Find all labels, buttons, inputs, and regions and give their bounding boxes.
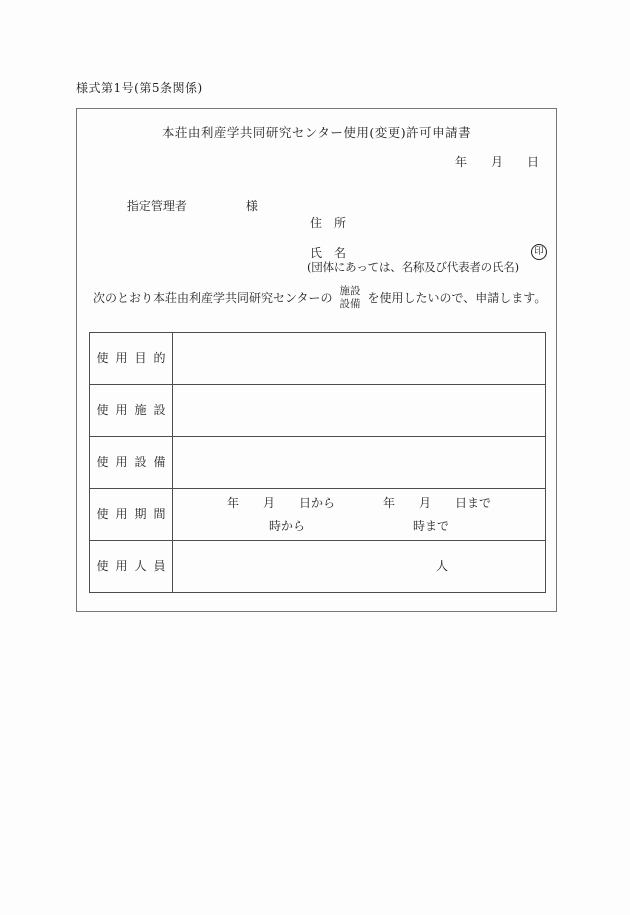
row-value-equipment — [173, 437, 545, 488]
table-row-equipment — [90, 436, 545, 488]
period-time-line: 時から 時まで — [268, 518, 449, 533]
name-label: 氏 名 — [310, 246, 347, 260]
row-label-facility: 使用施設 — [90, 385, 173, 436]
row-value-people — [173, 541, 545, 592]
row-label-equipment: 使用設備 — [90, 437, 173, 488]
seal-icon: 印 — [531, 244, 547, 260]
form-number: 様式第1号(第5条関係) — [76, 81, 203, 95]
stack-equipment: 設備 — [339, 298, 361, 310]
stack-facility: 施設 — [339, 285, 361, 297]
row-label-period: 使用期間 — [90, 489, 173, 540]
row-value-period — [173, 489, 545, 540]
addressee-label: 指定管理者 — [126, 199, 187, 214]
row-value-purpose — [173, 333, 545, 384]
table-row-people — [90, 540, 545, 592]
table-row-purpose — [90, 333, 545, 384]
date-blank-line: 年 月 日 — [454, 155, 539, 169]
period-date-line: 年 月 日から 年 月 日まで — [226, 495, 491, 510]
row-label-purpose: 使用目的 — [90, 333, 173, 384]
people-unit: 人 — [436, 559, 449, 574]
address-label: 住 所 — [310, 216, 347, 230]
addressee-line — [104, 185, 258, 228]
facility-equipment-stack — [340, 285, 361, 311]
statement-before: 次のとおり本荘由利産学共同研究センターの — [93, 290, 333, 305]
usage-table — [89, 332, 546, 593]
table-row-facility — [90, 384, 545, 436]
application-statement — [93, 284, 546, 312]
form-title: 本荘由利産学共同研究センター使用(変更)許可申請書 — [161, 125, 472, 140]
table-row-period — [90, 488, 545, 540]
application-form-sheet — [76, 108, 557, 612]
statement-after: を使用したいので、申請します。 — [367, 290, 547, 305]
name-note: (団体にあっては、名称及び代表者の氏名) — [307, 260, 519, 274]
row-value-facility — [173, 385, 545, 436]
addressee-honorific: 様 — [245, 199, 258, 214]
row-label-people: 使用人員 — [90, 541, 173, 592]
